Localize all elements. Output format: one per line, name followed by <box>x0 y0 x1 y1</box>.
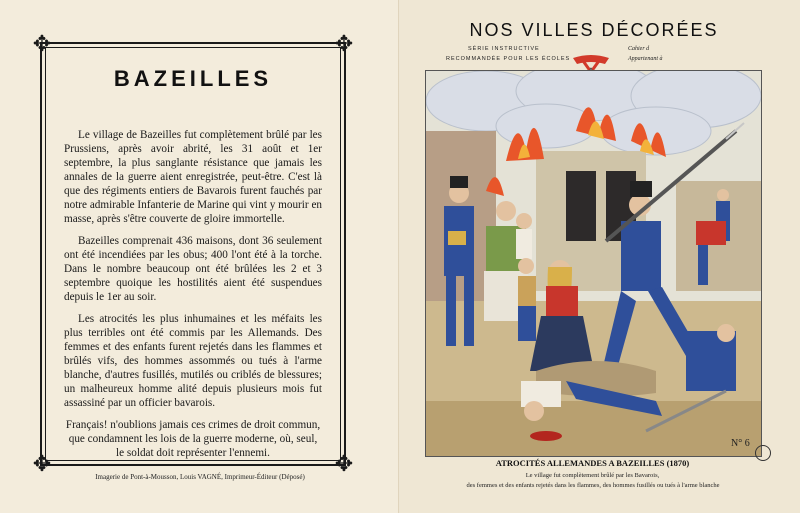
publisher-stamp-icon <box>755 445 771 461</box>
page-title: BAZEILLES <box>113 66 273 91</box>
caption-line: des femmes et des enfants rejetés dans les flammes, des hommes fusillés ou tués à l'arme blanche <box>466 482 720 489</box>
ornament-corner-icon: ✥ <box>32 31 52 56</box>
ornament-corner-icon: ✥ <box>32 451 52 476</box>
paragraph: Les atrocités les plus inhumaines et les méfaits les plus terribles ont été commis par les Allemands. Des femmes et des enfants furent rejetés dans les flammes et brûlés vifs, des hommes assommés ou tués à l'arme blanche, d'autres fusillés, mutilés ou criblés de blessures; un malheureux homme alité depuis plusieurs mois fut assassiné par un officier bavarois. <box>64 313 322 409</box>
body-text <box>64 128 322 468</box>
ornament-corner-icon: ✥ <box>334 451 354 476</box>
paragraph: Bazeilles comprenait 436 maisons, dont 36 seulement ont été incendiées par les obus; 400 l'ont été à la torche. Dans le nombre beaucoup ont été brûlées les 2 et 3 septembre quoique les hostilités aient été suspendues depuis le 1er au soir. <box>64 235 322 303</box>
paragraph: Français! n'oublions jamais ces crimes de droit commun, que condamnent les lois de la guerre moderne, où, seul, le soldat doit représenter l'ennemi. <box>65 419 321 459</box>
imprint: Imagerie de Pont-à-Mousson, Louis VAGNÉ, Imprimeur-Éditeur (Déposé) <box>95 473 305 481</box>
ornament-corner-icon: ✥ <box>334 31 354 56</box>
caption-title: ATROCITÉS ALLEMANDES A BAZEILLES (1870) <box>495 458 690 468</box>
series-line: RECOMMANDÉE POUR LES ÉCOLES <box>446 56 571 62</box>
cahier-label <box>628 44 663 64</box>
cahier-line: Cahier d <box>628 46 650 52</box>
text-frame <box>32 31 354 476</box>
cover-title: NOS VILLES DÉCORÉES <box>469 20 719 40</box>
paragraph: Le village de Bazeilles fut complètement brûlé par les Prussiens, après avoir abrité, les 31 août et 1er septembre, la plus sanglante résistance que jamais les annales de la guerre aient enregistrée, peut-être. C'est là que des régiments entiers de Bavarois furent fauchés par notre admirable Infanterie de Marine qui vint y mourir en masse, après s'être couverte de gloire immortelle. <box>64 129 322 225</box>
caption-line: Le village fut complètement brûlé par les Bavarois, <box>525 472 660 479</box>
series-line: SÉRIE INSTRUCTIVE <box>468 46 540 52</box>
plate-number: N° 6 <box>731 438 750 449</box>
cahier-line: Appartenant à <box>628 56 663 62</box>
series-label <box>446 44 570 64</box>
battle-illustration <box>425 70 762 457</box>
